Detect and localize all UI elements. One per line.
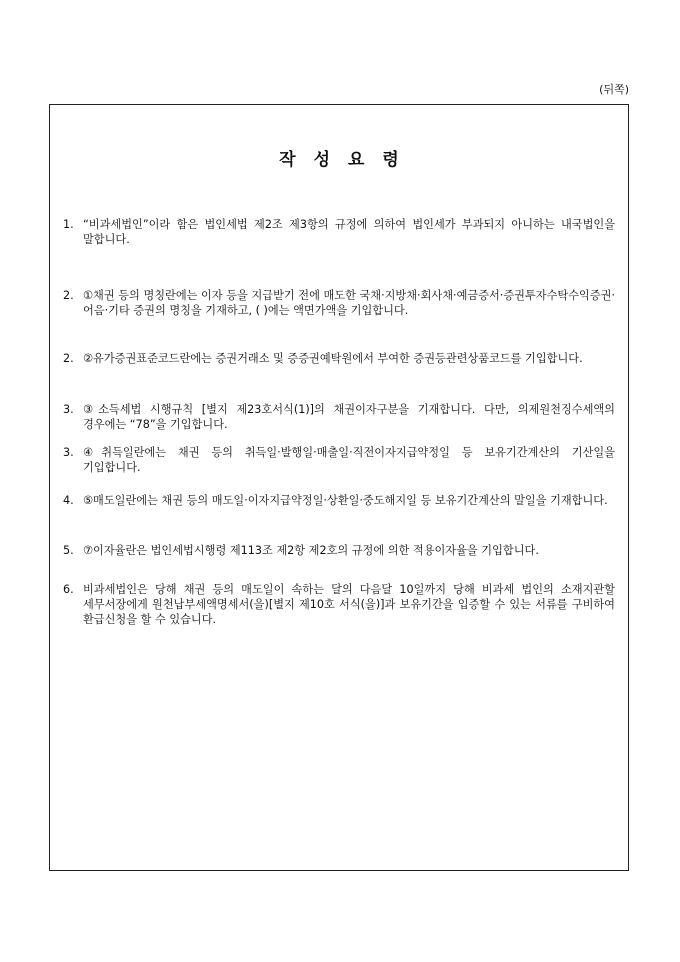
item-number: 3.	[63, 446, 74, 459]
item-number: 3.	[63, 403, 74, 416]
item-text: ③소득세법 시행규칙 [별지 제23호서식(1)]의 채권이자구분을 기재합니다. 다만, 의제원천징수세액의 경우에는 “78”을 기입합니다.	[83, 403, 615, 431]
item-text: ①채권 등의 명칭란에는 이자 등을 지급받기 전에 매도한 국채·지방채·회사채·예금증서·증권투자수탁수익증권·어음·기타 증권의 명칭을 기재하고, ( )에는 액면가액을 기입합니다.	[83, 289, 615, 317]
instructions-frame	[49, 104, 629, 871]
page-title: 작성요령	[279, 150, 417, 170]
item-number: 2.	[63, 352, 74, 365]
list-item	[63, 288, 615, 318]
list-item	[63, 351, 615, 366]
item-text: ②유가증권표준코드란에는 증권거래소 및 증증권예탁원에서 부여한 증권등관련상품코드를 기입합니다.	[83, 352, 583, 365]
item-text: “비과세법인”이라 함은 법인세법 제2조 제3항의 규정에 의하여 법인세가 부과되지 아니하는 내국법인을 말합니다.	[83, 218, 615, 246]
item-number: 5.	[63, 544, 74, 557]
list-item	[63, 582, 615, 627]
item-text: ④취득일란에는 채권 등의 취득일·발행일·매출일·직전이자지급약정일 등 보유기간계산의 기산일을 기입합니다.	[83, 446, 615, 474]
page-side-label: (뒤쪽)	[599, 83, 629, 96]
item-text: 비과세법인은 당해 채권 등의 매도일이 속하는 달의 다음달 10일까지 당해 비과세 법인의 소재지관할 세무서장에게 원천납부세액명세서(을)[별지 제10호 서식(을)]과 보유기간을 입증할 수 있는 서류를 구비하여 환급신청을 할 수 있습니다.	[83, 583, 615, 626]
item-number: 1.	[63, 218, 74, 231]
list-item	[63, 217, 615, 247]
item-number: 6.	[63, 583, 74, 596]
item-number: 2.	[63, 289, 74, 302]
item-number: 4.	[63, 494, 74, 507]
list-item	[63, 445, 615, 475]
item-text: ⑤매도일란에는 채권 등의 매도일·이자지급약정일·상환일·중도해지일 등 보유기간계산의 말일을 기재합니다.	[83, 494, 608, 507]
item-text: ⑦이자율란은 법인세법시행령 제113조 제2항 제2호의 규정에 의한 적용이자율을 기입합니다.	[83, 544, 539, 557]
list-item	[63, 493, 615, 508]
list-item	[63, 543, 615, 558]
list-item	[63, 402, 615, 432]
